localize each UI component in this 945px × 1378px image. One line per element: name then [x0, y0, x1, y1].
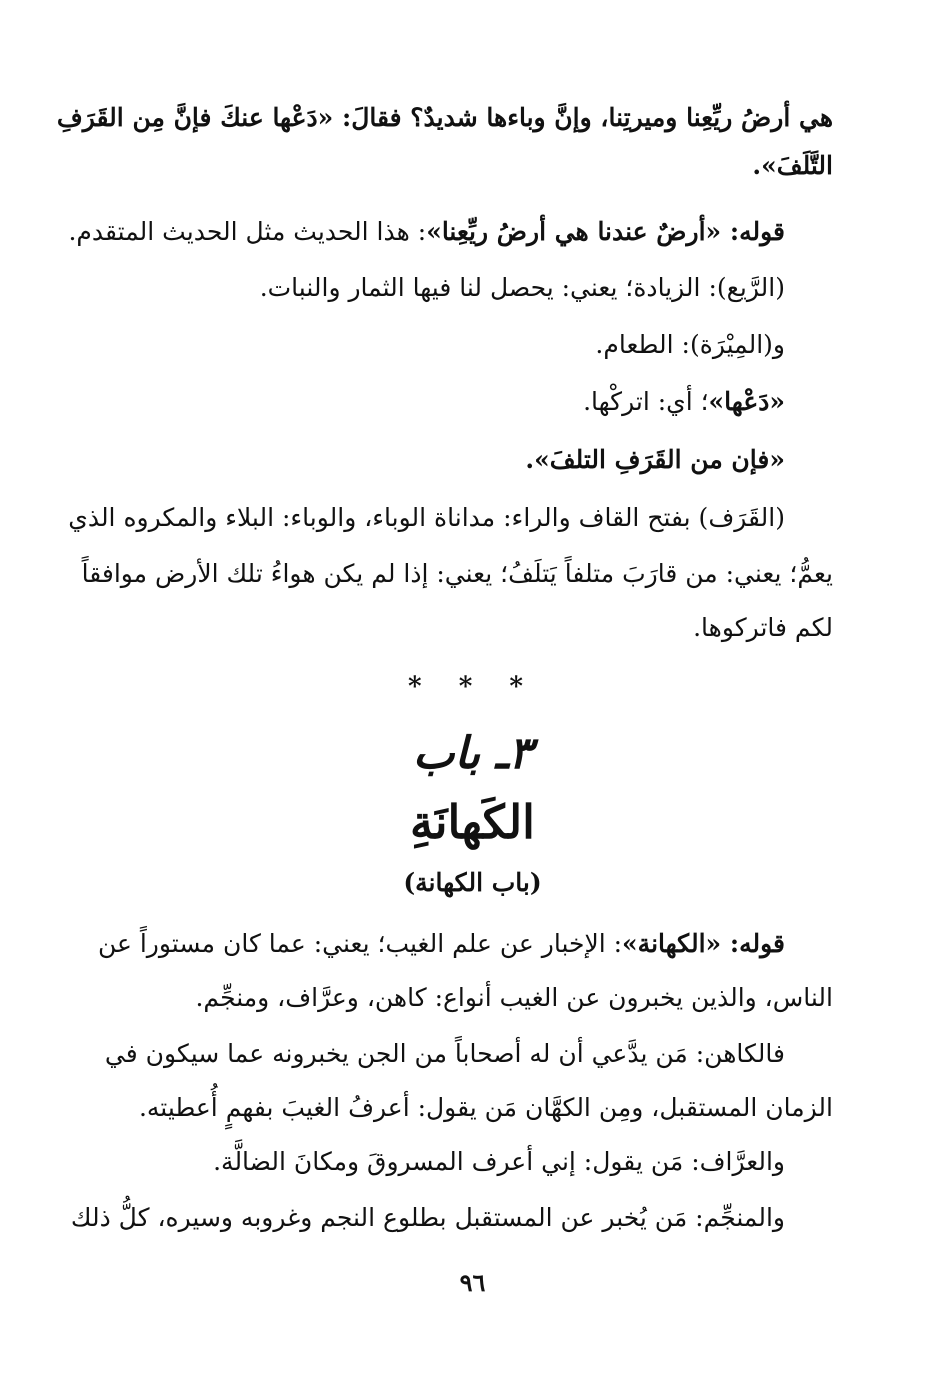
commentary-mira: و(المِيْرَة): الطعام.: [595, 330, 785, 359]
kahana-p3: والعرَّاف: مَن يقول: إني أعرف المسروقَ ومكانَ الضالَّة.: [213, 1147, 785, 1176]
chapter-title: الكَهانَةِ: [410, 795, 535, 849]
explanation-text: : هذا الحديث مثل الحديث المتقدم.: [68, 217, 427, 246]
kahana-p1-line-2: الناس، والذين يخبرون عن الغيب أنواع: كاهن، وعرَّاف، ومنجِّم.: [195, 983, 833, 1012]
page-number: ٩٦: [459, 1268, 486, 1297]
kahana-p2-line-1: فالكاهن: مَن يدَّعي أن له أصحاباً من الجن يخبرونه عما سيكون في: [104, 1039, 785, 1068]
commentary-qawluhu-1: [68, 212, 785, 252]
commentary-qaraf-line-3: لكم فاتركوها.: [693, 613, 833, 642]
kahana-p4-line-1: والمنجِّم: مَن يُخبر عن المستقبل بطلوع النجم وغروبه وسيره، كلُّ ذلك: [70, 1203, 785, 1232]
commentary-daha: [112, 382, 785, 422]
explanation-text: : الإخبار عن علم الغيب؛ يعني: عما كان مستوراً عن: [97, 929, 623, 958]
quoted-phrase: قوله: «الكهانة»: [622, 929, 785, 958]
chapter-heading: ٣ـ باب: [413, 728, 532, 779]
hadith-line-2: التَّلَفَ».: [752, 151, 833, 180]
commentary-qaraf-quote: «فإن من القَرَفِ التلفَ».: [525, 445, 785, 474]
quoted-phrase: قوله: «أرضٌ عندنا هي أرضُ ريِّعِنا»: [426, 217, 785, 246]
hadith-line-1: هي أرضُ ريِّعِنا وميرتِنا، وإنَّ وباءها شديدٌ؟ فقالَ: «دَعْها عنكَ فإنَّ مِن القَرَفِ: [56, 103, 833, 132]
commentary-qaraf-line-2: يعمُّ؛ يعني: من قارَبَ متلفاً يَتلَفُ؛ يعني: إذا لم يكن هواءُ تلك الأرض موافقاً: [81, 559, 833, 588]
commentary-rai: (الرَّيع): الزيادة؛ يعني: يحصل لنا فيها الثمار والنبات.: [259, 273, 785, 302]
commentary-qaraf-line-1: (القَرَف) بفتح القاف والراء: مداناة الوباء، والوباء: البلاء والمكروه الذي: [68, 503, 785, 532]
quoted-phrase: «دَعْها»: [708, 387, 785, 416]
section-separator: * * *: [408, 672, 537, 702]
explanation-text: ؛ أي: اتركْها.: [583, 387, 709, 416]
kahana-p1-line-1: [97, 924, 785, 964]
kahana-p2-line-2: الزمان المستقبل، ومِن الكهَّان مَن يقول: أعرفُ الغيبَ بفهمٍ أُعطيته.: [138, 1093, 833, 1122]
section-label: (باب الكهانة): [403, 868, 542, 897]
